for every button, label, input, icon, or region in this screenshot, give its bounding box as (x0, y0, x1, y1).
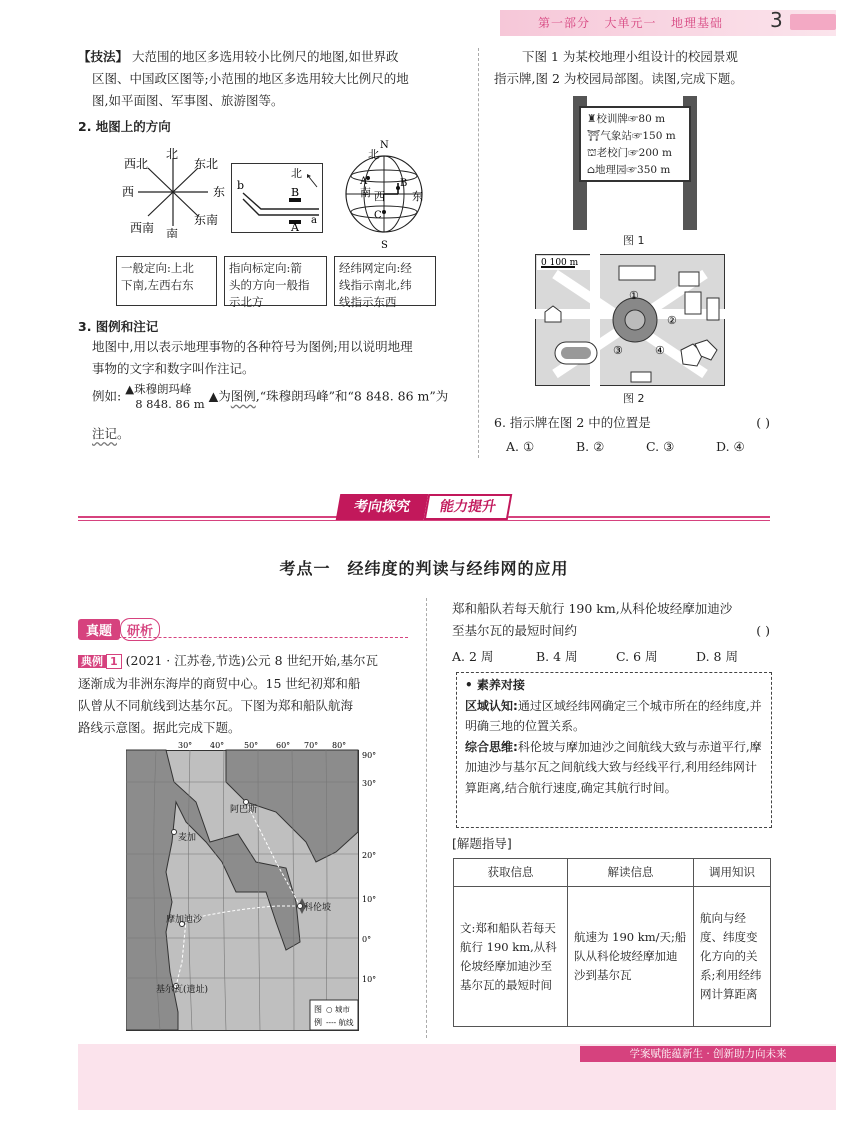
map-legend-city: ○ 城市 (326, 1005, 350, 1014)
compass-ne: 东北 (194, 157, 219, 171)
lon-60: 60° (276, 742, 291, 750)
banner-left: 考向探究 (336, 494, 429, 520)
question-intro: 下图 1 为某校地理小组设计的校园景观 指示牌,图 2 为校园局部图。读图,完成下题。 (494, 49, 743, 86)
direction-box-graticule: 经纬网定向:经 线指示南北,纬 线指示东西 (334, 256, 436, 306)
legend-example: 例如: ▲珠穆朗玛峰 8 848. 86 m ▲为图例,“珠穆朗玛峰”和“8 848. 86 m”为 (92, 382, 449, 411)
sign-row-4: ⌂地理园☞350 m (587, 164, 671, 176)
question-6-options (506, 436, 796, 458)
compass-e: 东 (213, 185, 226, 199)
compass-sw: 西南 (130, 221, 155, 235)
direction-box-arrow: 指向标定向:箭 头的方向一般指 示北方 (224, 256, 327, 306)
map-mark-2: ② (667, 314, 677, 327)
option-d-weeks[interactable]: D. 8 周 (696, 649, 738, 664)
footer-slogan: 学案赋能蕴新生 · 创新助力向未来 (580, 1046, 836, 1062)
sign-board (579, 106, 691, 182)
column-divider (478, 48, 479, 458)
zhenghe-route-map (126, 742, 388, 1042)
lon-40: 40° (210, 742, 225, 750)
guide-table-header (454, 859, 771, 887)
arrow-point-a: A (291, 221, 299, 233)
option-a[interactable]: A. ① (506, 439, 535, 454)
cell-obtain: 文:郑和船队若每天航行 190 km,从科伦坡经摩加迪沙至基尔瓦的最短时间 (454, 887, 568, 1027)
literacy-box: • 素养对接 区域认知:通过区域经纬网确定三个城市所在的经纬度,并明确三地的位置关系。 综合思维:科伦坡与摩加迪沙之间航线大致与赤道平行,摩加迪沙与基尔瓦之间航线大致与经线平行,利用经纬网计算距离,结合航行速度,确定其航行时间。 (456, 672, 772, 828)
section-3-title: 3. 图例和注记 (78, 319, 159, 334)
globe-C: C (374, 210, 382, 221)
question-text: 郑和船队若每天航行 190 km,从科伦坡经摩加迪沙 至基尔瓦的最短时间约 ( ) (452, 601, 770, 638)
place-kilwa: 基尔瓦(遗址) (156, 985, 209, 995)
col-header-knowledge: 调用知识 (694, 859, 771, 887)
compass-se: 东南 (194, 213, 219, 227)
globe-east: 东 (412, 190, 423, 203)
sign-row-1: ♜校训牌☞80 m (587, 113, 666, 125)
section-title: 考点一 经纬度的判读与经纬网的应用 (279, 559, 569, 578)
question-6: 6. 指示牌在图 2 中的位置是 ( ) (494, 415, 770, 430)
lat-30: 30° (362, 779, 377, 788)
map-mark-1: ① (629, 289, 639, 302)
banner-right: 能力提升 (424, 494, 513, 520)
figure-1-caption: 图 1 (623, 234, 645, 247)
option-a-weeks[interactable]: A. 2 周 (452, 649, 494, 664)
map-scale: 0 100 m (541, 258, 579, 268)
figure-2-campus-map (535, 254, 725, 386)
compass-n: 北 (166, 147, 179, 161)
lon-70: 70° (304, 742, 319, 750)
guide-table-row (454, 887, 771, 1027)
peak-symbol-block: ▲珠穆朗玛峰 8 848. 86 m (125, 382, 205, 411)
place-mogadishu: 摩加迪沙 (166, 915, 203, 925)
option-d[interactable]: D. ④ (716, 439, 745, 454)
globe-diagram (338, 138, 432, 250)
cell-interpret: 航速为 190 km/天;船队从科伦坡经摩加迪沙到基尔瓦 (568, 887, 694, 1027)
col-header-obtain: 获取信息 (454, 859, 568, 887)
globe-north: 北 (368, 148, 379, 161)
figure-2-caption: 图 2 (623, 392, 645, 405)
compass-w: 西 (122, 185, 135, 199)
globe-A: A (360, 176, 368, 187)
cell-knowledge: 航向与经度、纬度变化方向的关系;利用经纬网计算距离 (694, 887, 771, 1027)
globe-south: 南 (360, 186, 371, 199)
option-b[interactable]: B. ② (576, 439, 605, 454)
globe-west: 西 (374, 190, 385, 203)
direction-box-general: 一般定向:上北 下南,左西右东 (116, 256, 217, 306)
legend-example-end: 注记。 (92, 426, 130, 441)
sign-row-2: ⛩气象站☞150 m (587, 130, 676, 142)
figure-1-sign (567, 96, 703, 230)
guide-title: [解题指导] (452, 836, 512, 851)
lon-30: 30° (178, 742, 193, 750)
map-mark-4: ④ (655, 344, 665, 357)
arrow-north-label: 北 (291, 167, 302, 180)
lat-s10: 10° (362, 975, 377, 984)
literacy-title: • 素养对接 (465, 678, 525, 692)
map-legend-route: ---- 航线 (326, 1018, 354, 1027)
col-header-interpret: 解读信息 (568, 859, 694, 887)
arrow-point-b: B (291, 186, 300, 199)
lon-80: 80° (332, 742, 347, 750)
place-mecca: 麦加 (178, 833, 197, 843)
lat-0: 0° (362, 935, 372, 944)
lon-50: 50° (244, 742, 259, 750)
real-question-tab: 真题 研析 (78, 618, 408, 638)
arrow-b-lower: b (237, 179, 245, 192)
lon-90: 90° (362, 751, 377, 760)
sign-row-3: ⛫老校门☞200 m (587, 147, 672, 159)
header-breadcrumb: 第一部分 大单元一 地理基础 (538, 16, 723, 30)
arrow-a-lower: a (311, 215, 317, 226)
skill-paragraph: 【技法】 大范围的地区多选用较小比例尺的地图,如世界政 区图、中国政区图等;小范围的地区多选用较大比例尺的地 图,如平面图、军事图、旅游图等。 (78, 49, 409, 108)
globe-S: S (381, 240, 388, 250)
arrow-diagram (231, 163, 323, 233)
header-accent (790, 14, 836, 30)
page-number: 3 (770, 8, 783, 32)
option-c[interactable]: C. ③ (646, 439, 675, 454)
place-abbas: 阿巴斯 (230, 805, 258, 815)
column-divider-bottom (426, 598, 427, 1038)
map-legend-ex: 例 (314, 1018, 322, 1027)
lat-10: 10° (362, 895, 377, 904)
option-c-weeks[interactable]: C. 6 周 (616, 649, 658, 664)
example-1-text: 典例 1 (2021 · 江苏卷,节选)公元 8 世纪开始,基尔瓦 逐渐成为非洲东海岸的商贸中心。15 世纪初郑和船 队曾从不同航线到达基尔瓦。下图为郑和船队航海 路线示意图。据此完成下题。 (78, 653, 378, 735)
question-options (452, 646, 782, 668)
map-legend-fig: 图 (314, 1005, 322, 1014)
place-colombo: 科伦坡 (304, 903, 332, 913)
compass-s: 南 (166, 227, 179, 238)
compass-rose (118, 146, 228, 238)
banner-line-thin (78, 520, 770, 521)
globe-N: N (380, 140, 389, 151)
legend-paragraph: 地图中,用以表示地理事物的各种符号为图例;用以说明地理 事物的文字和数字叫作注记。 (92, 339, 413, 376)
lat-20: 20° (362, 851, 377, 860)
guide-table (453, 858, 771, 1027)
globe-B: B (400, 178, 408, 189)
option-b-weeks[interactable]: B. 4 周 (536, 649, 578, 664)
compass-nw: 西北 (124, 157, 149, 171)
section-2-title: 2. 地图上的方向 (78, 119, 171, 134)
map-mark-3: ③ (613, 344, 623, 357)
